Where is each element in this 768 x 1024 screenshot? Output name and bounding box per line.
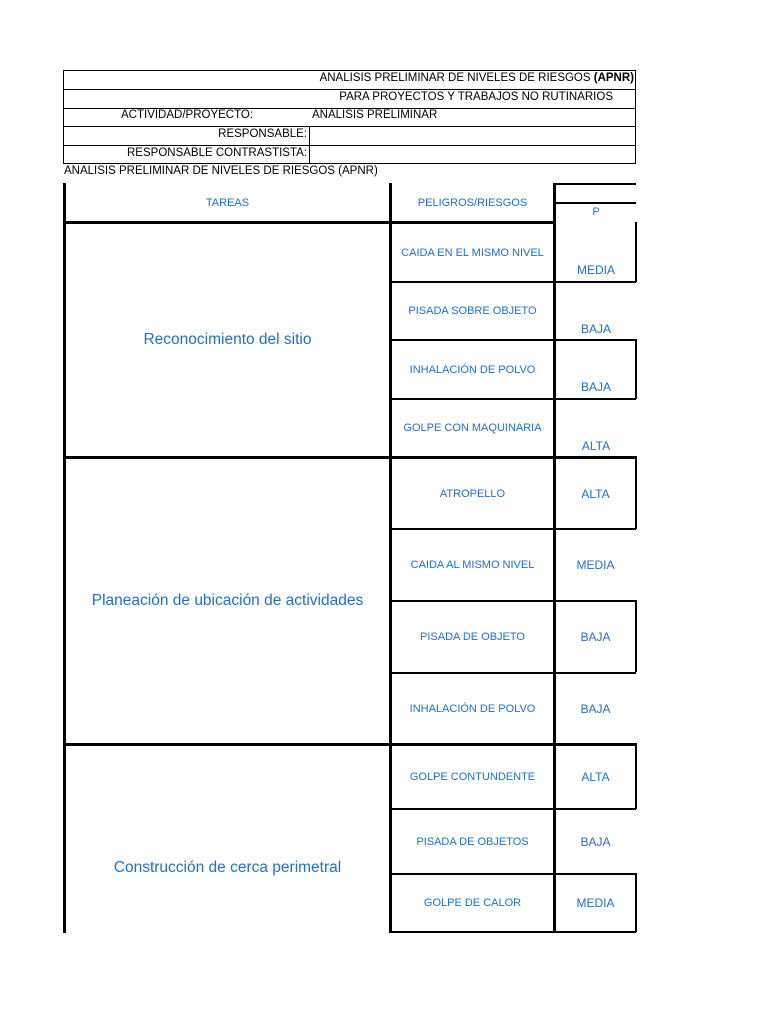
- hazard-cell: PISADA DE OBJETO: [420, 631, 525, 643]
- task-cell: Reconocimiento del sitio: [143, 331, 312, 348]
- contrast-label: RESPONSABLE CONTRASTISTA:: [127, 147, 307, 159]
- probability-cell: MEDIA: [576, 558, 615, 572]
- hazard-cell: CAIDA EN EL MISMO NIVEL: [401, 246, 544, 259]
- probability-cell: ALTA: [581, 439, 611, 453]
- document-subtitle: PARA PROYECTOS Y TRABAJOS NO RUTINARIOS: [339, 91, 613, 103]
- task-cell: Construcción de cerca perimetral: [113, 858, 342, 876]
- task-cell: Planeación de ubicación de actividades: [91, 592, 364, 609]
- document-title-text: ANALISIS PRELIMINAR DE NIVELES DE RIESGOS: [319, 72, 594, 84]
- hazard-cell: PISADA SOBRE OBJETO: [408, 305, 537, 317]
- hazard-cell: PISADA DE OBJETOS: [416, 835, 529, 848]
- hazard-cell: INHALACIÓN DE POLVO: [409, 702, 536, 715]
- probability-cell: MEDIA: [576, 263, 615, 277]
- hazard-cell: CAIDA AL MISMO NIVEL: [410, 559, 535, 571]
- column-header-hazards: PELIGROS/RIESGOS: [417, 197, 528, 209]
- hazard-cell: GOLPE CON MAQUINARIA: [403, 422, 542, 434]
- activity-value: ANALISIS PRELIMINAR: [312, 109, 438, 121]
- probability-cell: BAJA: [580, 380, 611, 394]
- document-title: [320, 72, 634, 84]
- probability-cell: BAJA: [580, 834, 611, 849]
- hazard-cell: ATROPELLO: [439, 487, 506, 500]
- probability-cell: BAJA: [580, 701, 611, 716]
- activity-label: ACTIVIDAD/PROYECTO:: [121, 109, 254, 121]
- hazard-cell: GOLPE DE CALOR: [423, 897, 522, 909]
- hazard-cell: INHALACIÓN DE POLVO: [409, 363, 536, 376]
- probability-cell: ALTA: [581, 486, 610, 501]
- hazard-cell: GOLPE CONTUNDENTE: [409, 771, 536, 783]
- probability-cell: BAJA: [580, 322, 611, 336]
- document-title-abbr: (APNR): [593, 72, 634, 84]
- column-header-p: P: [592, 206, 600, 218]
- probability-cell: MEDIA: [576, 896, 615, 910]
- probability-cell: ALTA: [581, 770, 610, 784]
- probability-cell: BAJA: [580, 630, 611, 644]
- responsible-label: RESPONSABLE:: [218, 128, 307, 140]
- column-header-tasks: TAREAS: [205, 197, 250, 209]
- section-title: ANALISIS PRELIMINAR DE NIVELES DE RIESGOS (APNR): [64, 165, 378, 177]
